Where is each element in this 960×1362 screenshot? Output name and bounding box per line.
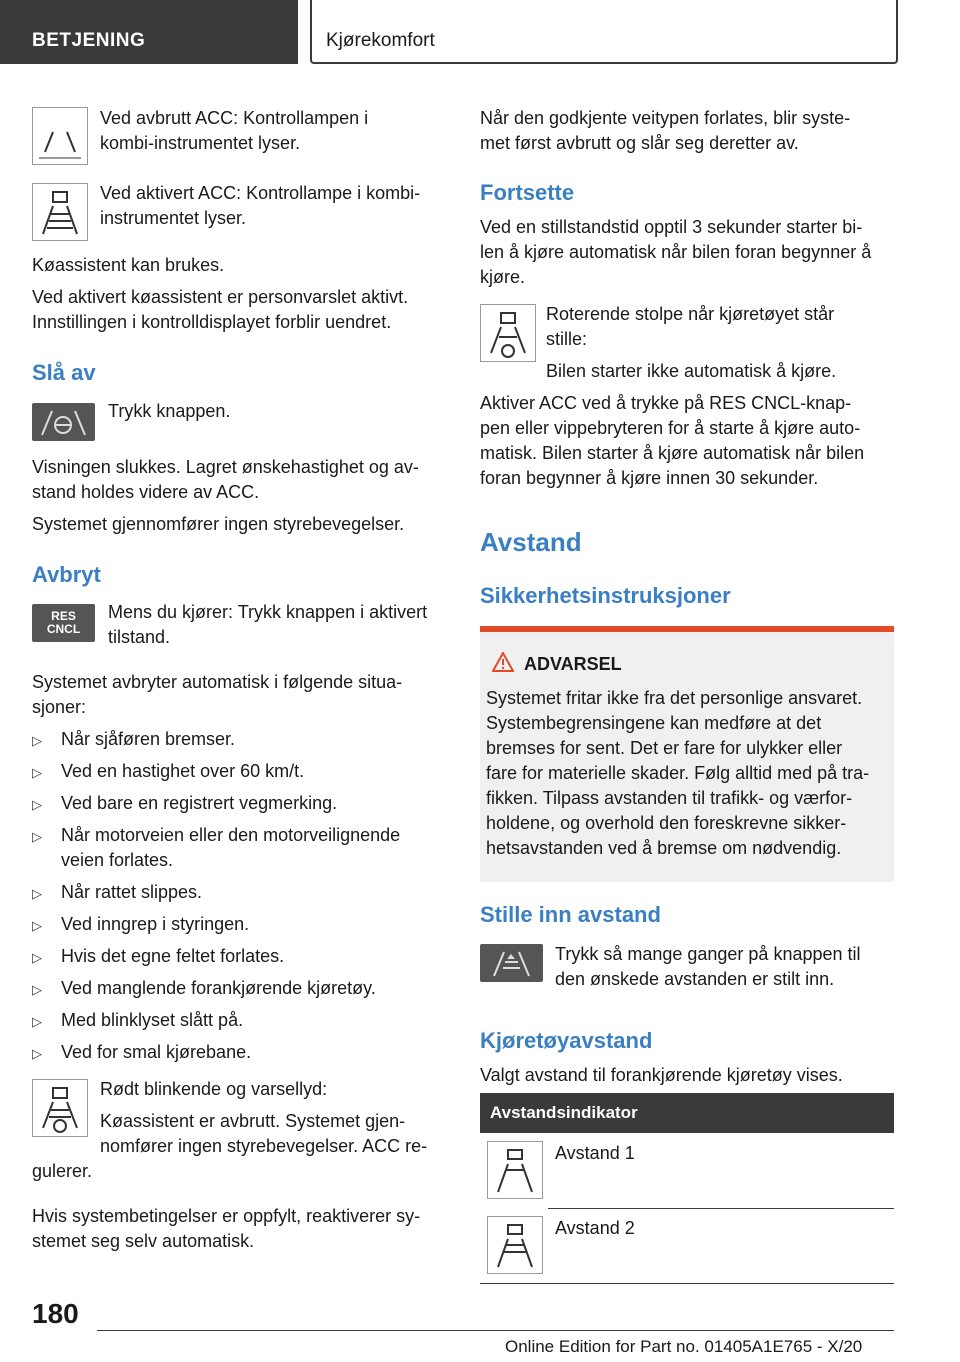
- paragraph: Visningen slukkes. Lagret ønskehastighet og av-: [32, 457, 419, 477]
- queue-text-2: nomfører ingen styrebevegelser. ACC re-: [100, 1136, 428, 1156]
- steering-assist-button-icon: [32, 403, 95, 441]
- warning-line: Systembegrensingene kan medføre at det: [486, 713, 822, 733]
- warning-box: [480, 626, 894, 882]
- paragraph: Køassistent kan brukes.: [32, 255, 225, 275]
- paragraph: Ved aktivert køassistent er personvarslet aktivt.: [32, 287, 409, 307]
- cncl-label: CNCL: [46, 622, 81, 636]
- rotating-text-2: stille:: [546, 329, 588, 349]
- edition-text: Online Edition for Part no. 01405A1E765 - X/20: [505, 1337, 863, 1356]
- warning-line: fikken. Tilpass avstanden til trafikk- og værfor-: [486, 788, 853, 808]
- warning-line: Systemet fritar ikke fra det personlige ansvaret.: [486, 688, 863, 708]
- bullet-triangle-icon: ▷: [32, 829, 42, 844]
- table-divider: [548, 1208, 894, 1209]
- paragraph: Hvis systembetingelser er oppfylt, reaktiverer sy-: [32, 1206, 421, 1226]
- distance-1-icon: [487, 1141, 543, 1199]
- acc-interrupted-text-1: Ved avbrutt ACC: Kontrollampen i: [100, 108, 369, 128]
- paragraph: Aktiver ACC ved å trykke på RES CNCL-knap-: [480, 393, 852, 413]
- heading-distance: Avstand: [480, 527, 582, 557]
- paragraph: matisk. Bilen starter å kjøre automatisk når bilen: [480, 443, 865, 463]
- heading-turn-off: Slå av: [32, 360, 96, 385]
- set-text-1: Trykk så mange ganger på knappen til: [555, 944, 861, 964]
- cancel-text-2: tilstand.: [108, 627, 171, 647]
- section-tab: [0, 0, 298, 64]
- paragraph: stemet seg selv automatisk.: [32, 1231, 255, 1251]
- footer-rule: [97, 1330, 894, 1331]
- res-label: RES: [51, 609, 76, 623]
- warning-line: bremses for sent. Det er fare for ulykker eller: [486, 738, 843, 758]
- warning-line: fare for materielle skader. Følg alltid med på tra-: [486, 763, 870, 783]
- queue-text-1: Køassistent er avbrutt. Systemet gjen-: [100, 1111, 406, 1131]
- bullet-triangle-icon: ▷: [32, 797, 42, 812]
- rotating-bar-icon: [480, 304, 536, 362]
- turn-off-text: Trykk knappen.: [108, 401, 231, 421]
- page-number: 180: [32, 1298, 79, 1329]
- acc-active-car-icon: [32, 183, 88, 241]
- table-header-label: Avstandsindikator: [490, 1103, 638, 1122]
- warning-title: ADVARSEL: [524, 654, 622, 674]
- bullet-triangle-icon: ▷: [32, 733, 42, 748]
- paragraph: stand holdes videre av ACC.: [32, 482, 260, 502]
- table-header: [480, 1093, 894, 1133]
- paragraph: Systemet avbryter automatisk i følgende situa-: [32, 672, 403, 692]
- paragraph: foran begynner å kjøre innen 30 sekunder.: [480, 468, 819, 488]
- rotating-text-3: Bilen starter ikke automatisk å kjøre.: [546, 361, 837, 381]
- paragraph: Ved en stillstandstid opptil 3 sekunder starter bi-: [480, 217, 863, 237]
- bullet-triangle-icon: ▷: [32, 765, 42, 780]
- chapter-tab: [310, 0, 898, 64]
- acc-interrupted-lane-icon: [32, 107, 88, 165]
- heading-safety: Sikkerhetsinstruksjoner: [480, 583, 731, 608]
- rotating-text-1: Roterende stolpe når kjøretøyet står: [546, 304, 835, 324]
- paragraph: pen eller vippebryteren for å starte å kjøre auto-: [480, 418, 861, 438]
- paragraph: Innstillingen i kontrolldisplayet forblir uendret.: [32, 312, 392, 332]
- red-blink-text: Rødt blinkende og varsellyd:: [100, 1079, 328, 1099]
- paragraph: len å kjøre automatisk når bilen foran begynner å: [480, 242, 872, 262]
- chapter-title: Kjørekomfort: [326, 30, 435, 51]
- table-cell: Avstand 1: [555, 1143, 635, 1163]
- bullet-triangle-icon: ▷: [32, 950, 42, 965]
- acc-interrupted-text-2: kombi-instrumentet lyser.: [100, 133, 301, 153]
- section-title: BETJENING: [32, 30, 146, 51]
- paragraph: sjoner:: [32, 697, 87, 717]
- heading-vehicle-distance: Kjøretøyavstand: [480, 1028, 653, 1053]
- paragraph: Systemet gjennomfører ingen styrebevegelser.: [32, 514, 405, 534]
- heading-cancel: Avbryt: [32, 562, 101, 587]
- acc-active-text-1: Ved aktivert ACC: Kontrollampe i kombi-: [100, 183, 421, 203]
- paragraph: kjøre.: [480, 267, 525, 287]
- paragraph: met først avbrutt og slår seg deretter av.: [480, 133, 799, 153]
- bullet-triangle-icon: ▷: [32, 918, 42, 933]
- queue-text-3: gulerer.: [32, 1161, 93, 1181]
- bullet-triangle-icon: ▷: [32, 1046, 42, 1061]
- set-text-2: den ønskede avstanden er stilt inn.: [555, 969, 835, 989]
- bullet-triangle-icon: ▷: [32, 982, 42, 997]
- table-cell: Avstand 2: [555, 1218, 635, 1238]
- queue-assist-warning-icon: [32, 1079, 88, 1137]
- heading-set-distance: Stille inn avstand: [480, 902, 661, 927]
- acc-active-text-2: instrumentet lyser.: [100, 208, 247, 228]
- heading-continue: Fortsette: [480, 180, 575, 205]
- warning-line: hetsavstanden ved å bremse om nødvendig.: [486, 838, 842, 858]
- paragraph: Når den godkjente veitypen forlates, blir syste-: [480, 108, 851, 128]
- bullet-triangle-icon: ▷: [32, 1014, 42, 1029]
- warning-line: holdene, og overhold den foreskrevne sikker-: [486, 813, 847, 833]
- paragraph: Valgt avstand til forankjørende kjøretøy vises.: [480, 1065, 843, 1085]
- res-cncl-button-icon: [32, 604, 95, 642]
- bullet-triangle-icon: ▷: [32, 886, 42, 901]
- warning-triangle-icon: [492, 652, 514, 677]
- distance-button-icon: [480, 944, 543, 982]
- cancel-text-1: Mens du kjører: Trykk knappen i aktivert: [108, 602, 428, 622]
- distance-2-icon: [487, 1216, 543, 1274]
- table-divider: [480, 1283, 894, 1284]
